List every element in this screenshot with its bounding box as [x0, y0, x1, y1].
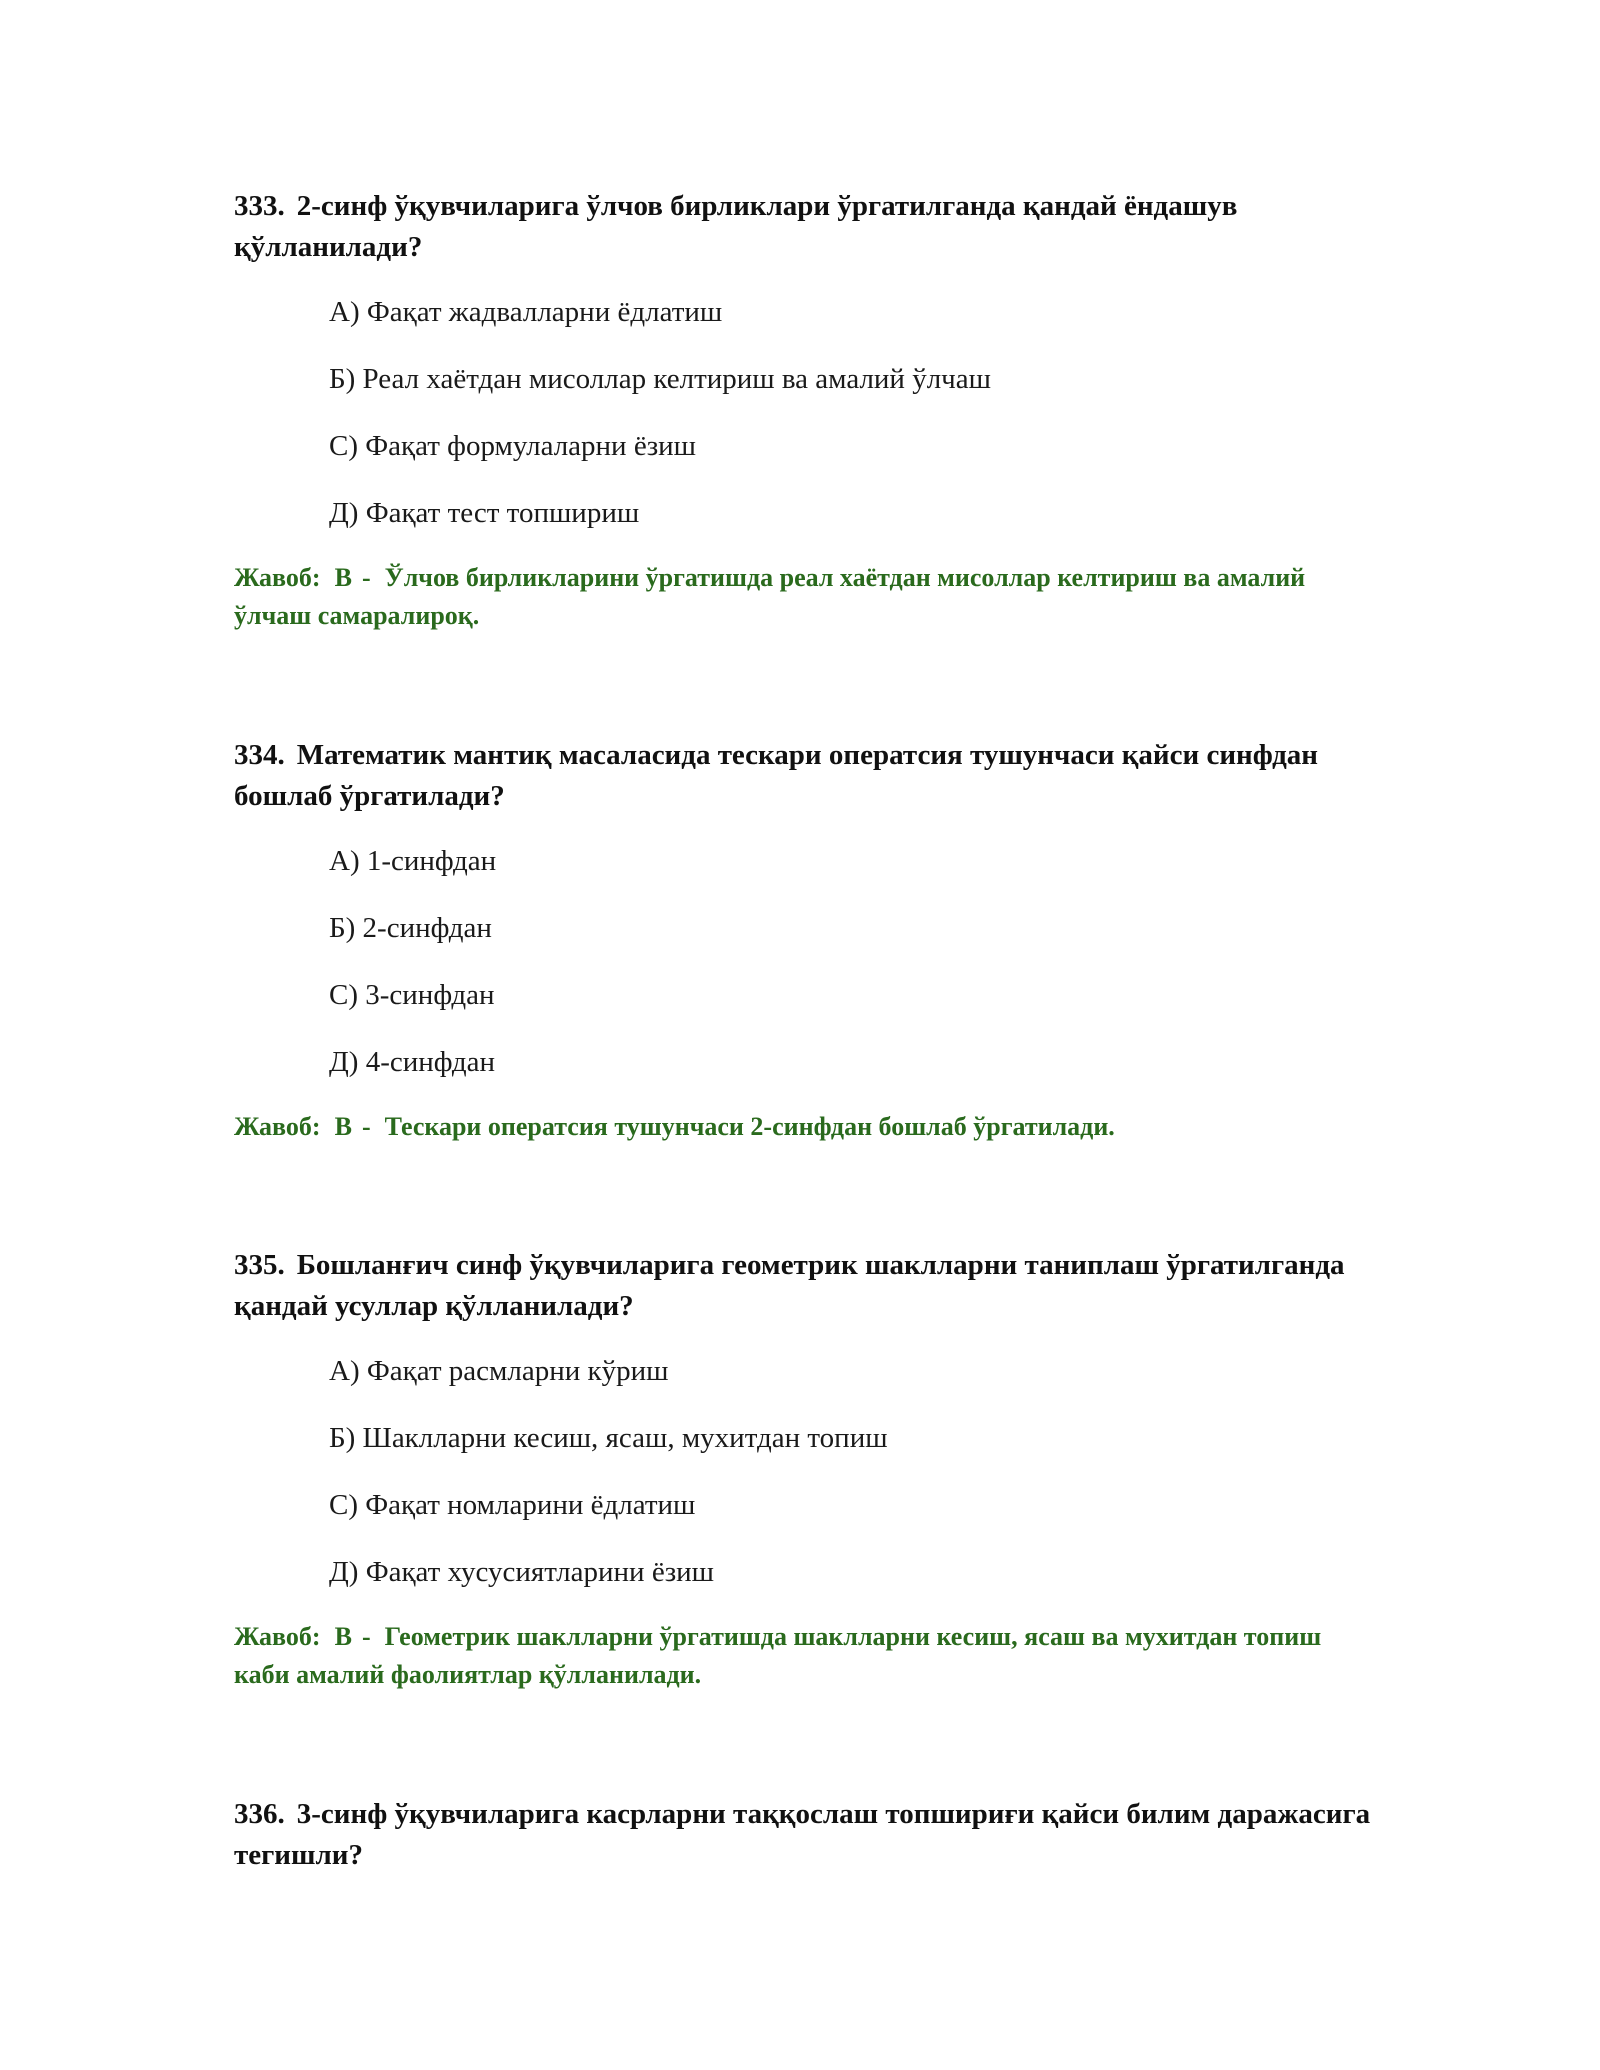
- question-335: [234, 1245, 1374, 1694]
- answer-dash: -: [361, 563, 371, 592]
- question-title: [234, 186, 1374, 268]
- question-number: 333.: [234, 190, 285, 222]
- question-text: Математик мантиқ масаласида тескари оператсия тушунчаси қайси синфдан бошлаб ўргатилади?: [234, 739, 1318, 812]
- answer: [234, 1618, 1374, 1694]
- question-336: [234, 1794, 1374, 1876]
- option-a: A) Фақат жадвалларни ёдлатиш: [329, 296, 723, 328]
- answer-label: Жавоб:: [234, 1622, 321, 1651]
- answer-dash: -: [361, 1112, 371, 1141]
- question-text: Бошланғич синф ўқувчиларига геометрик шаклларни таниплаш ўргатилганда қандай усуллар қўлланилади?: [234, 1249, 1345, 1322]
- option-c: C) 3-синфдан: [329, 979, 495, 1011]
- question-333: [234, 186, 1374, 635]
- question-title: [234, 1245, 1374, 1327]
- options-list: [329, 844, 1374, 1079]
- option-b: Б) 2-синфдан: [329, 912, 492, 944]
- question-number: 336.: [234, 1798, 285, 1830]
- option-a: A) 1-синфдан: [329, 845, 497, 877]
- option-d: Д) Фақат хусусиятларини ёзиш: [329, 1556, 715, 1588]
- option-b: Б) Шаклларни кесиш, ясаш, мухитдан топиш: [329, 1422, 888, 1454]
- answer-text: Тескари оператсия тушунчаси 2-синфдан бошлаб ўргатилади.: [384, 1112, 1115, 1141]
- question-title: [234, 735, 1374, 817]
- option-a: A) Фақат расмларни кўриш: [329, 1355, 669, 1387]
- option-d: Д) 4-синфдан: [329, 1046, 495, 1078]
- question-title: [234, 1794, 1374, 1876]
- option-d: Д) Фақат тест топшириш: [329, 497, 640, 529]
- answer-label: Жавоб:: [234, 1112, 321, 1141]
- question-334: [234, 735, 1374, 1146]
- question-number: 334.: [234, 739, 285, 771]
- answer: [234, 1108, 1374, 1146]
- option-c: C) Фақат номларини ёдлатиш: [329, 1489, 696, 1521]
- answer-label: Жавоб:: [234, 563, 321, 592]
- answer-dash: -: [361, 1622, 371, 1651]
- options-list: [329, 295, 1374, 530]
- question-text: 3-синф ўқувчиларига касрларни таққослаш топшириғи қайси билим даражасига тегишли?: [234, 1798, 1371, 1871]
- option-c: C) Фақат формулаларни ёзиш: [329, 430, 697, 462]
- question-text: 2-синф ўқувчиларига ўлчов бирликлари ўргатилганда қандай ёндашув қўлланилади?: [234, 190, 1238, 263]
- answer-letter: B: [334, 1112, 352, 1141]
- answer: [234, 559, 1374, 635]
- answer-text: Ўлчов бирликларини ўргатишда реал хаётдан мисоллар келтириш ва амалий ўлчаш самаралироқ.: [234, 563, 1306, 630]
- answer-letter: B: [334, 1622, 352, 1651]
- question-number: 335.: [234, 1249, 285, 1281]
- answer-letter: B: [334, 563, 352, 592]
- options-list: [329, 1354, 1374, 1589]
- option-b: Б) Реал хаётдан мисоллар келтириш ва амалий ўлчаш: [329, 363, 991, 395]
- answer-text: Геометрик шаклларни ўргатишда шаклларни кесиш, ясаш ва мухитдан топиш каби амалий фаолиятлар қўлланилади.: [234, 1622, 1322, 1689]
